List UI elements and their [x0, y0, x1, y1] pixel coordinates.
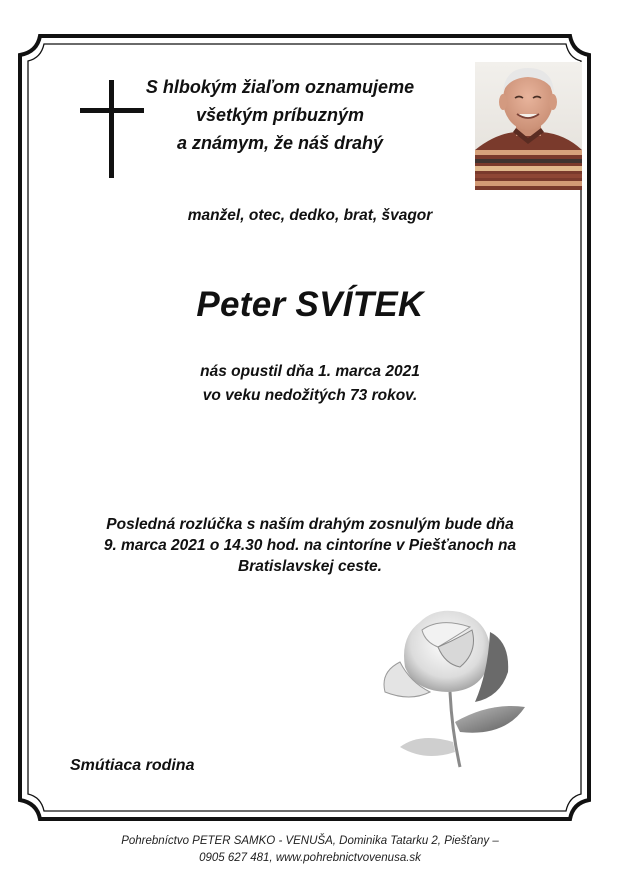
ceremony-line: 9. marca 2021 o 14.30 hod. na cintoríne v Piešťanoch na: [103, 537, 517, 554]
deceased-name: Peter SVÍTEK: [196, 285, 424, 324]
footer-contact-line: 0905 627 481, www.pohrebnictvovenusa.sk: [199, 852, 421, 864]
ceremony-text: [60, 514, 560, 577]
footer: [60, 833, 560, 867]
rose-image: [360, 592, 540, 782]
age-text: vo veku nedožitých 73 rokov.: [202, 387, 418, 404]
portrait-photo: [475, 62, 582, 190]
announcement-line: všetkým príbuzným: [195, 105, 365, 125]
ceremony-line: Bratislavskej ceste.: [238, 558, 382, 575]
death-date-text: nás opustil dňa 1. marca 2021: [200, 363, 420, 380]
relations-text: manžel, otec, dedko, brat, švagor: [187, 207, 433, 224]
announcement-line: S hlbokým žiaľom oznamujeme: [145, 77, 415, 97]
announcement-line: a známym, že náš drahý: [176, 133, 384, 153]
signature-text: Smútiaca rodina: [70, 757, 195, 774]
announcement: [120, 73, 440, 157]
ceremony-line: Posledná rozlúčka s naším drahým zosnulým bude dňa: [106, 516, 514, 533]
footer-company-line: Pohrebníctvo PETER SAMKO - VENUŠA, Dominika Tatarku 2, Piešťany –: [121, 835, 499, 847]
